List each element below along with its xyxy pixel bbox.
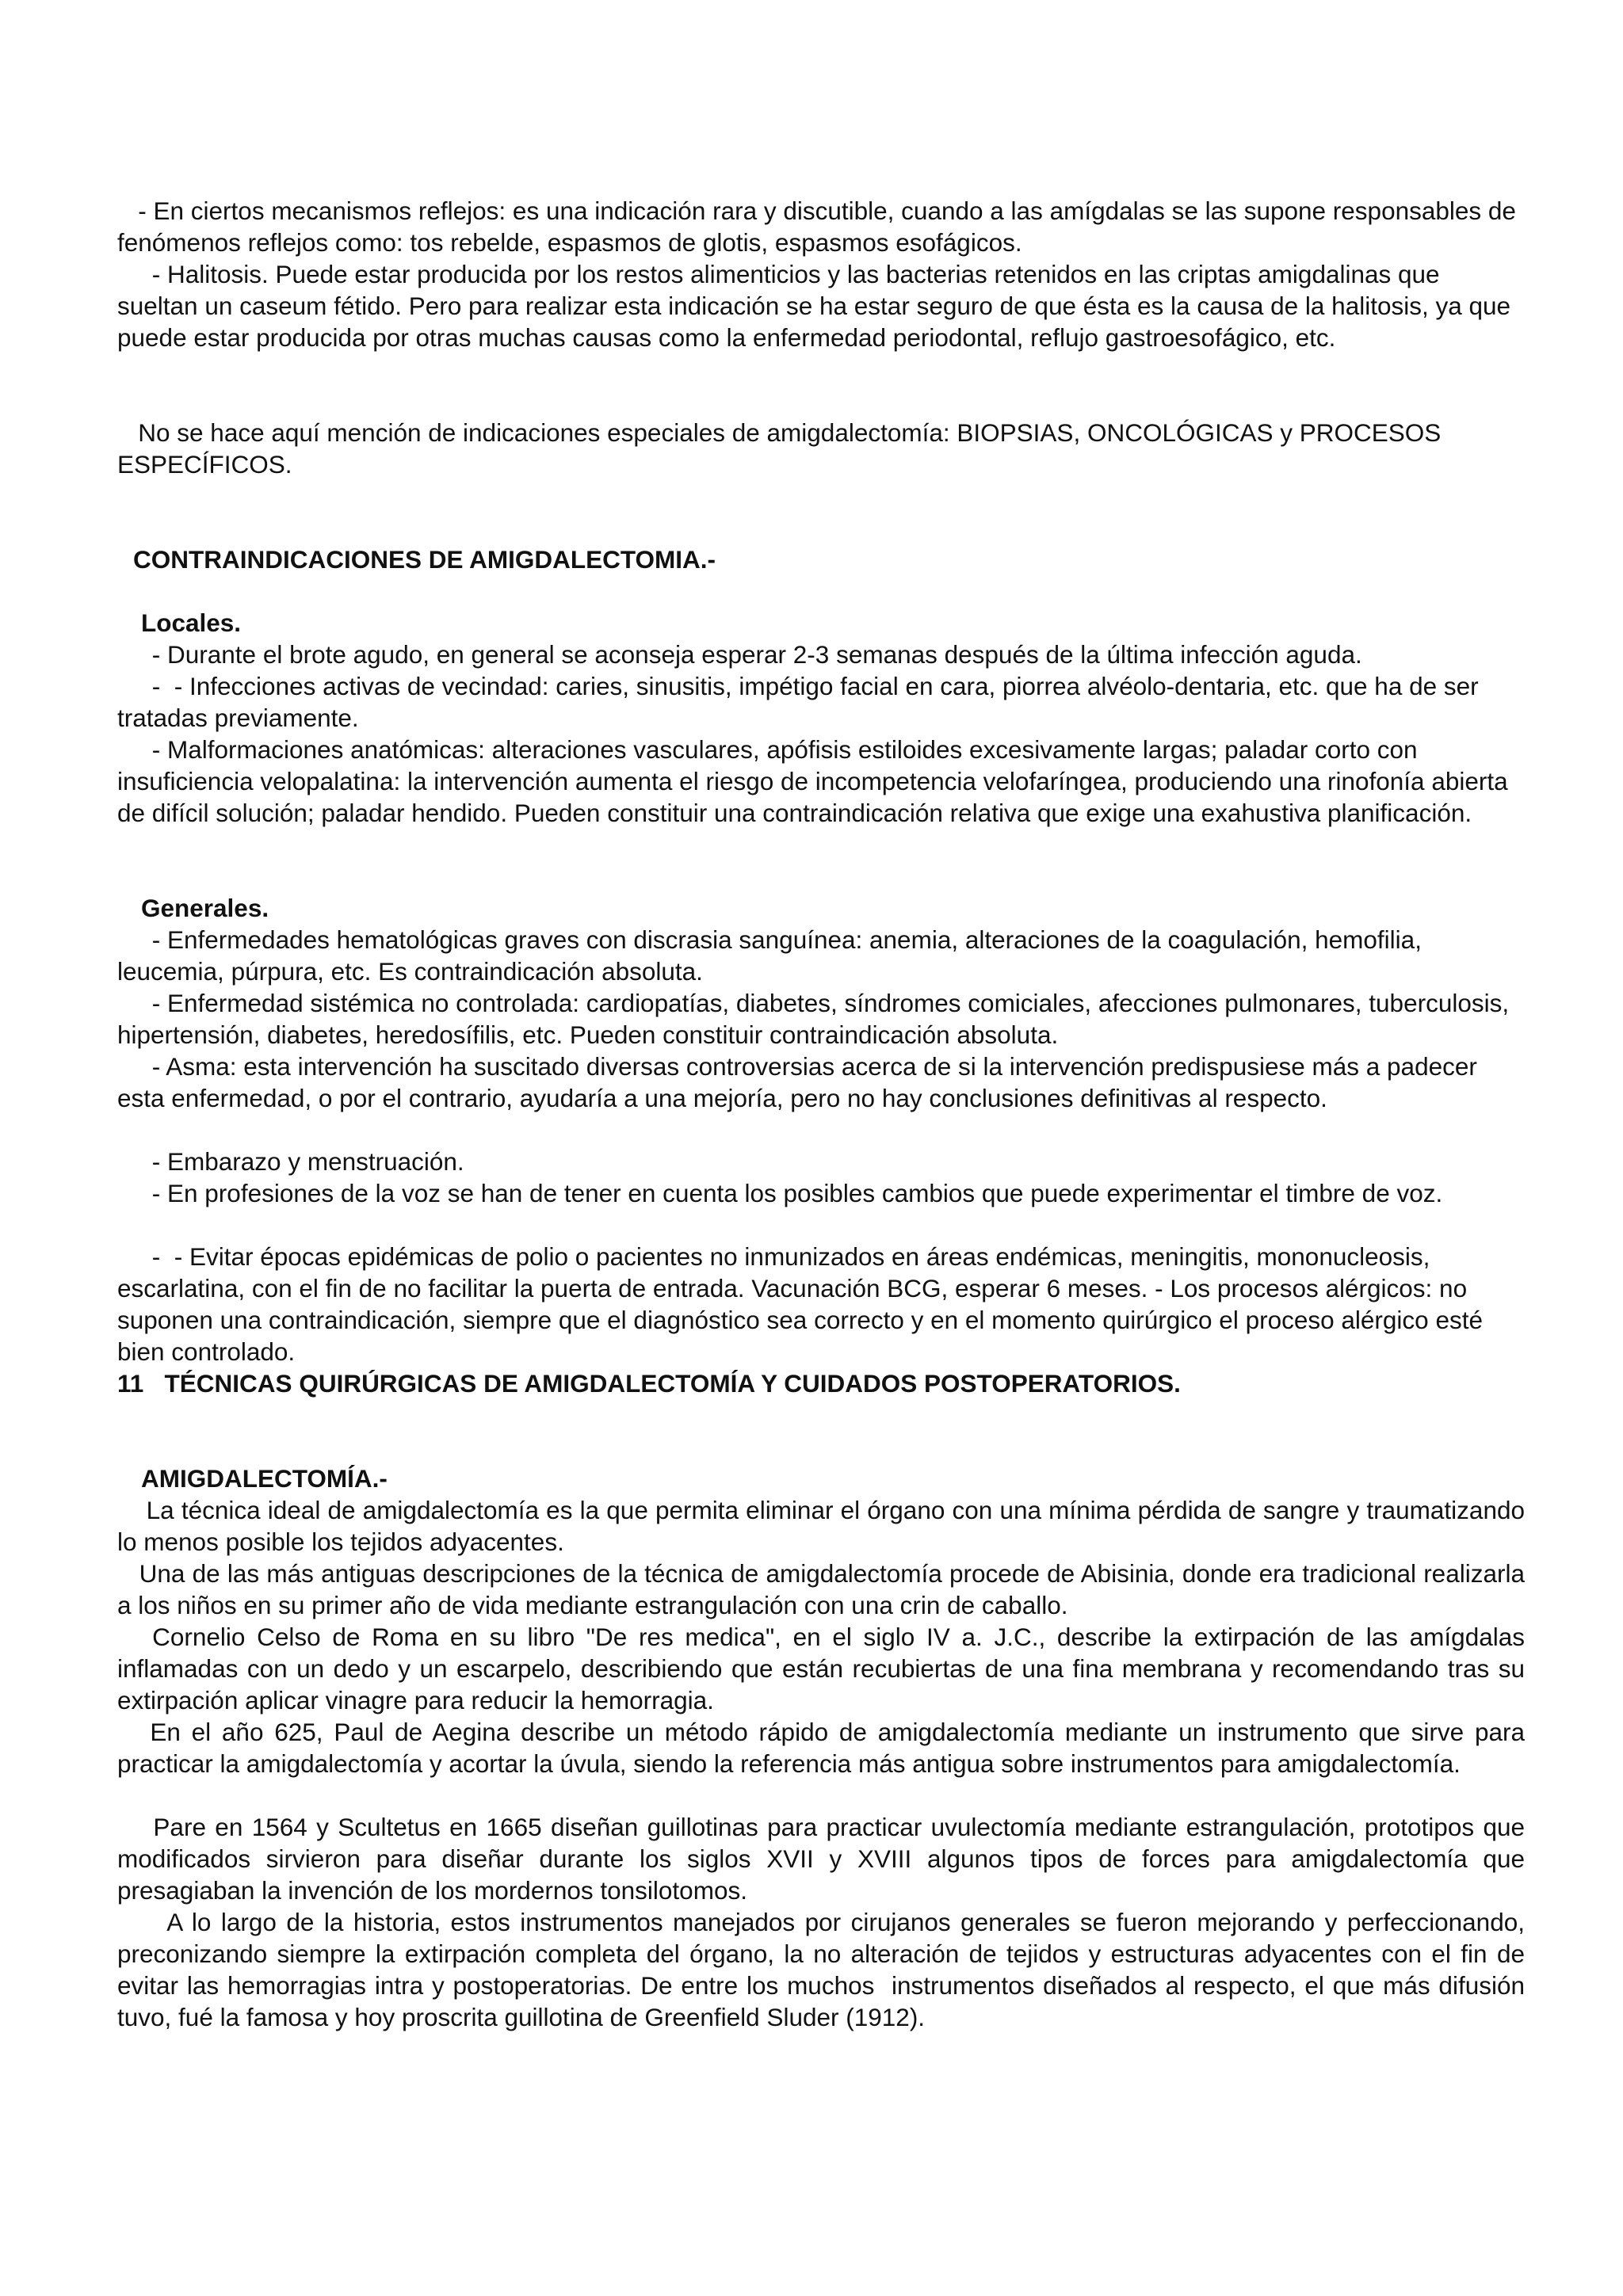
list-item-locales-2: - - Infecciones activas de vecindad: caries, sinusitis, impétigo facial en cara, piorrea alvéolo-dentaria, etc. que ha de ser tratadas previamente. bbox=[117, 672, 1486, 732]
list-item-generales-3: - Asma: esta intervención ha suscitado diversas controversias acerca de si la intervención predispusiese más a padecer esta enfermedad, o por el contrario, ayudaría a una mejoría, pero no hay conclusiones definitivas al respecto. bbox=[117, 1052, 1484, 1112]
list-item-generales-2: - Enfermedad sistémica no controlada: cardiopatías, diabetes, síndromes comiciales, afecciones pulmonares, tuberculosis, hipertensión, diabetes, heredosífilis, etc. Pueden constituir contraindicación absoluta. bbox=[117, 989, 1516, 1049]
paragraph-amig-5: Pare en 1564 y Scultetus en 1665 diseñan guillotinas para practicar uvulectomía mediante estrangulación, prototipos que modificados sirvieron para diseñar durante los siglos XVII y XVIII algunos tipos de forces para amigdalectomía que presagiaban la invención de los mordernos tonsilotomos. bbox=[117, 1813, 1532, 1905]
list-item-locales-1: - Durante el brote agudo, en general se aconseja esperar 2-3 semanas después de la última infección aguda. bbox=[117, 640, 1362, 669]
list-item-locales-3: - Malformaciones anatómicas: alteraciones vasculares, apófisis estiloides excesivamente largas; paladar corto con insuficiencia velopalatina: la intervención aumenta el riesgo de incompetencia velofaríngea, produciendo una rinofonía abierta de difícil solución; paladar hendido. Pueden constituir una contraindicación relativa que exige una exahustiva planificación. bbox=[117, 735, 1515, 827]
paragraph-amig-6: A lo largo de la historia, estos instrumentos manejados por cirujanos generales se fueron mejorando y perfeccionando, preconizando siempre la extirpación completa del órgano, la no alteración de tejidos y estructuras adyacentes con el fin de evitar las hemorragias intra y postoperatorias. De entre los muchos instrumentos diseñados al respecto, el que más difusión tuvo, fué la famosa y hoy proscrita guillotina de Greenfield Sluder (1912). bbox=[117, 1908, 1532, 2031]
list-item-generales-5: - En profesiones de la voz se han de tener en cuenta los posibles cambios que puede experimentar el timbre de voz. bbox=[117, 1179, 1443, 1207]
paragraph-reflejos: - En ciertos mecanismos reflejos: es una indicación rara y discutible, cuando a las amígdalas se las supone responsables de fenómenos reflejos como: tos rebelde, espasmos de glotis, espasmos esofágicos. bbox=[117, 196, 1523, 257]
list-item-generales-6: - - Evitar épocas epidémicas de polio o pacientes no inmunizados en áreas endémicas, meningitis, mononucleosis, escarlatina, con el fin de no facilitar la puerta de entrada. Vacunación BCG, esperar 6 meses. - Los procesos alérgicos: no suponen una contraindicación, siempre que el diagnóstico sea correcto y en el momento quirúrgico el proceso alérgico esté bien controlado. bbox=[117, 1242, 1490, 1366]
paragraph-amig-1: La técnica ideal de amigdalectomía es la que permita eliminar el órgano con una mínima pérdida de sangre y traumatizando lo menos posible los tejidos adyacentes. bbox=[117, 1496, 1532, 1556]
heading-locales: Locales. bbox=[141, 608, 242, 637]
heading-contraindicaciones: CONTRAINDICACIONES DE AMIGDALECTOMIA.- bbox=[133, 545, 716, 574]
paragraph-amig-2: Una de las más antiguas descripciones de la técnica de amigdalectomía procede de Abisinia, donde era tradicional realizarla a los niños en su primer año de vida mediante estrangulación con una crin de caballo. bbox=[117, 1559, 1532, 1619]
paragraph-indicaciones-especiales: No se hace aquí mención de indicaciones especiales de amigdalectomía: BIOPSIAS, ONCOLÓGICAS y PROCESOS ESPECÍFICOS. bbox=[117, 418, 1449, 479]
paragraph-halitosis: - Halitosis. Puede estar producida por los restos alimenticios y las bacterias retenidos en las criptas amigdalinas que sueltan un caseum fétido. Pero para realizar esta indicación se ha estar seguro de que ésta es la causa de la halitosis, ya que puede estar producida por otras muchas causas como la enfermedad periodontal, reflujo gastroesofágico, etc. bbox=[117, 260, 1518, 352]
heading-amigdalectomia: AMIGDALECTOMÍA.- bbox=[141, 1464, 388, 1493]
paragraph-amig-4: En el año 625, Paul de Aegina describe un método rápido de amigdalectomía mediante un instrumento que sirve para practicar la amigdalectomía y acortar la úvula, siendo la referencia más antigua sobre instrumentos para amigdalectomía. bbox=[117, 1718, 1532, 1778]
list-item-generales-4: - Embarazo y menstruación. bbox=[117, 1147, 464, 1176]
heading-generales: Generales. bbox=[141, 894, 269, 922]
list-item-generales-1: - Enfermedades hematológicas graves con discrasia sanguínea: anemia, alteraciones de la coagulación, hemofilia, leucemia, púrpura, etc. Es contraindicación absoluta. bbox=[117, 925, 1429, 986]
paragraph-amig-3: Cornelio Celso de Roma en su libro "De res medica", en el siglo IV a. J.C., describe la extirpación de las amígdalas inflamadas con un dedo y un escarpelo, describiendo que están recubiertas de una fina membrana y recomendando tras su extirpación aplicar vinagre para reducir la hemorragia. bbox=[117, 1623, 1532, 1714]
heading-section-11: 11 TÉCNICAS QUIRÚRGICAS DE AMIGDALECTOMÍA Y CUIDADOS POSTOPERATORIOS. bbox=[117, 1369, 1181, 1398]
